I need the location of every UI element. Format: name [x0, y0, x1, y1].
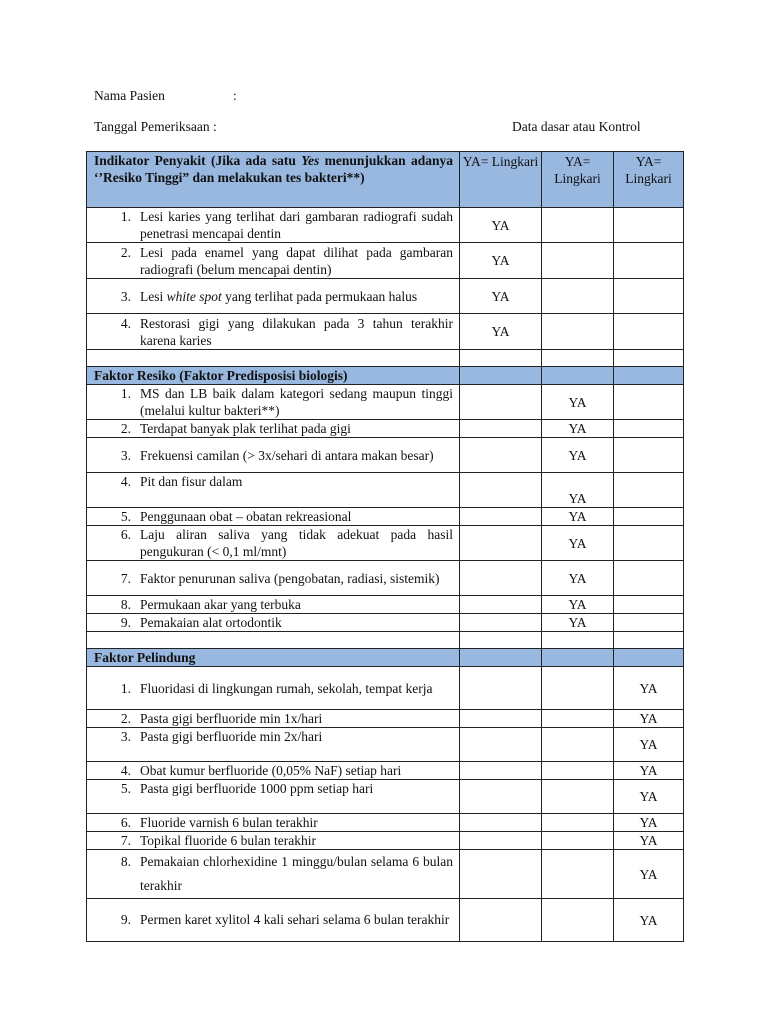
table-row: 1. MS dan LB baik dalam kategori sedang maupun tinggi (melalui kultur bakteri**) YA [87, 385, 684, 420]
ya-cell[interactable]: YA [542, 438, 614, 473]
spacer-row [87, 350, 684, 367]
ya-cell[interactable]: YA [614, 728, 684, 762]
table-row: 2. Terdapat banyak plak terlihat pada gigi YA [87, 420, 684, 438]
col-header-4: YA= Lingkari [614, 152, 684, 208]
table-row: 6. Laju aliran saliva yang tidak adekuat pada hasil pengukuran (< 0,1 ml/mnt) YA [87, 526, 684, 561]
table-row: 3. Lesi white spot yang terlihat pada permukaan halus YA [87, 279, 684, 314]
ya-cell[interactable]: YA [614, 899, 684, 942]
table-row: 3. Pasta gigi berfluoride min 2x/hari YA [87, 728, 684, 762]
ya-cell[interactable]: YA [542, 561, 614, 596]
ya-cell[interactable]: YA [542, 596, 614, 614]
table-row: 9. Pemakaian alat ortodontik YA [87, 614, 684, 632]
table-row: 8. Permukaan akar yang terbuka YA [87, 596, 684, 614]
table-row: 1. Fluoridasi di lingkungan rumah, sekolah, tempat kerja YA [87, 667, 684, 710]
ya-cell[interactable]: YA [460, 243, 542, 279]
table-row: 4. Pit dan fisur dalam YA [87, 473, 684, 508]
ya-cell[interactable]: YA [542, 508, 614, 526]
nama-pasien-colon: : [233, 88, 237, 103]
ya-cell[interactable]: YA [460, 314, 542, 350]
ya-cell[interactable]: YA [542, 526, 614, 561]
ya-cell[interactable]: YA [614, 667, 684, 710]
data-dasar-label: Data dasar atau Kontrol [512, 119, 641, 134]
ya-cell[interactable]: YA [614, 850, 684, 899]
ya-cell[interactable]: YA [542, 473, 614, 508]
table-row: 4. Restorasi gigi yang dilakukan pada 3 tahun terakhir karena karies YA [87, 314, 684, 350]
nama-pasien-label: Nama Pasien [94, 88, 165, 103]
table-row: 7. Topikal fluoride 6 bulan terakhir YA [87, 832, 684, 850]
ya-cell[interactable]: YA [614, 832, 684, 850]
tanggal-pemeriksaan-label: Tanggal Pemeriksaan : [94, 119, 217, 134]
table-row: 2. Pasta gigi berfluoride min 1x/hari YA [87, 710, 684, 728]
table-header-row [87, 152, 684, 208]
table-row: 1. Lesi karies yang terlihat dari gambaran radiografi sudah penetrasi mencapai dentin YA [87, 208, 684, 243]
col-header-2: YA= Lingkari [460, 152, 542, 208]
caries-risk-table [86, 151, 684, 942]
table-row: 8. Pemakaian chlorhexidine 1 minggu/bulan selama 6 bulan terakhir YA [87, 850, 684, 899]
table-row: 5. Penggunaan obat – obatan rekreasional YA [87, 508, 684, 526]
ya-cell[interactable]: YA [542, 614, 614, 632]
indikator-header: Indikator Penyakit (Jika ada satu Yes menunjukkan adanya ‘’Resiko Tinggi” dan melakukan tes bakteri**) [87, 152, 460, 208]
ya-cell[interactable]: YA [460, 208, 542, 243]
spacer-row [87, 632, 684, 649]
ya-cell[interactable]: YA [542, 385, 614, 420]
col-header-3: YA= Lingkari [542, 152, 614, 208]
ya-cell[interactable]: YA [614, 814, 684, 832]
section-header-resiko: Faktor Resiko (Faktor Predisposisi biologis) [87, 367, 684, 385]
section-header-pelindung: Faktor Pelindung [87, 649, 684, 667]
ya-cell[interactable]: YA [614, 762, 684, 780]
ya-cell[interactable]: YA [542, 420, 614, 438]
table-row: 2. Lesi pada enamel yang dapat dilihat pada gambaran radiografi (belum mencapai dentin) YA [87, 243, 684, 279]
table-row: 4. Obat kumur berfluoride (0,05% NaF) setiap hari YA [87, 762, 684, 780]
table-row: 7. Faktor penurunan saliva (pengobatan, radiasi, sistemik) YA [87, 561, 684, 596]
ya-cell[interactable]: YA [614, 780, 684, 814]
ya-cell[interactable]: YA [460, 279, 542, 314]
ya-cell[interactable]: YA [614, 710, 684, 728]
table-row: 3. Frekuensi camilan (> 3x/sehari di antara makan besar) YA [87, 438, 684, 473]
table-row: 9. Permen karet xylitol 4 kali sehari selama 6 bulan terakhir YA [87, 899, 684, 942]
table-row: 6. Fluoride varnish 6 bulan terakhir YA [87, 814, 684, 832]
table-row: 5. Pasta gigi berfluoride 1000 ppm setiap hari YA [87, 780, 684, 814]
